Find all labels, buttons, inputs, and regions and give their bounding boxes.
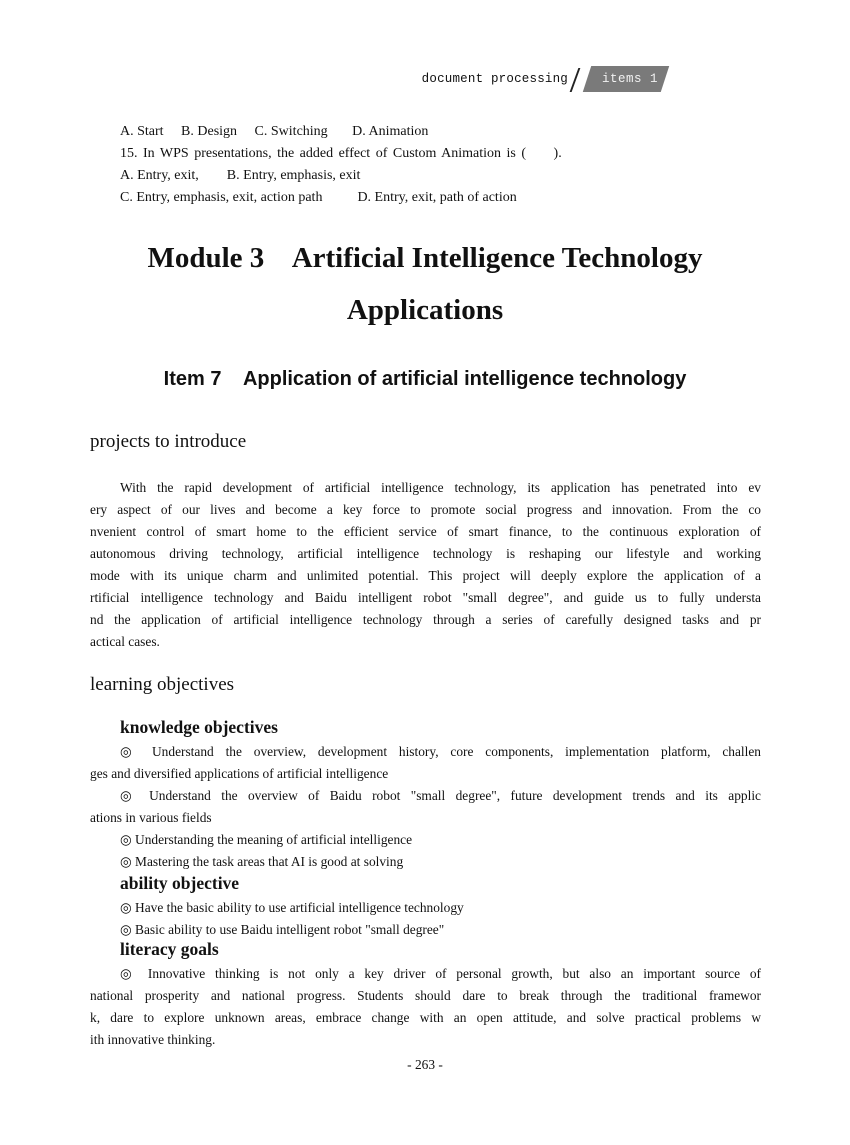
objective-line: ◎ Understand the overview of Baidu robot "small degree", future development trends and its applic [120,788,761,803]
objective-line: ◎ Understanding the meaning of artificial intelligence [120,832,413,847]
objective-line: ith innovative thinking. [90,1032,216,1047]
ability-objective-list [90,897,761,941]
objective-line: ges and diversified applications of artificial intelligence [90,766,389,781]
objective-line: ◎ Mastering the task areas that AI is good at solving [120,854,404,869]
ability-objective-heading: ability objective [120,873,240,893]
objective-line: ◎ Understand the overview, development history, core components, implementation platform, challen [120,744,761,759]
quiz-q14-options: A. Start B. Design C. Switching D. Animation [120,124,429,139]
objective-line: ◎ Innovative thinking is not only a key driver of personal growth, but also an important source of [120,966,761,981]
paragraph-line: rtificial intelligence technology and Baidu intelligent robot "small degree", and guide us to fully understa [90,590,761,605]
module-title-line-1: Module 3 Artificial Intelligence Technology [147,242,703,274]
objective-line: ◎ Have the basic ability to use artificial intelligence technology [120,900,464,915]
literacy-goals-heading: literacy goals [120,939,219,959]
paragraph-line: nvenient control of smart home to the efficient service of smart finance, to the continuous exploration of [90,524,761,539]
header-divider-slash [570,68,581,92]
paragraph-line: mode with its unique charm and unlimited potential. This project will deeply explore the application of a [90,568,761,583]
objective-line: k, dare to explore unknown areas, embrace change with an open attitude, and solve practical problems w [90,1010,761,1025]
paragraph-line: ery aspect of our lives and become a key force to promote social progress and innovation. From the co [90,502,761,517]
quiz-q15-question: 15. In WPS presentations, the added effect of Custom Animation is ( ). [120,146,562,161]
literacy-goals-paragraph [90,963,761,1051]
projects-intro-heading: projects to introduce [90,431,247,452]
running-header [0,66,850,92]
paragraph-line: autonomous driving technology, artificial intelligence technology is reshaping our lifestyle and working [90,546,761,561]
paragraph-line: With the rapid development of artificial intelligence technology, its application has penetrated into ev [120,480,761,495]
knowledge-objectives-heading: knowledge objectives [120,717,278,737]
header-tab-label: items 1 [602,72,659,86]
objective-line: ations in various fields [90,810,212,825]
item-title: Item 7 Application of artificial intelligence technology [163,368,687,390]
objective-line: ◎ Basic ability to use Baidu intelligent robot "small degree" [120,922,445,937]
projects-intro-paragraph [90,477,761,653]
paragraph-line: actical cases. [90,634,160,649]
objective-line: national prosperity and national progress. Students should dare to break through the traditional framewor [90,988,761,1003]
quiz-q15-options-cd: C. Entry, emphasis, exit, action path D. Entry, exit, path of action [120,190,517,205]
module-title-line-2: Applications [346,294,504,326]
learning-objectives-heading: learning objectives [90,674,235,695]
paragraph-line: nd the application of artificial intelligence technology through a series of carefully designed tasks and pr [90,612,761,627]
header-section-label: document processing [421,72,568,86]
knowledge-objectives-list [90,741,761,873]
quiz-q15-options-ab: A. Entry, exit, B. Entry, emphasis, exit [120,168,361,183]
page-number: - 263 - [407,1057,443,1072]
